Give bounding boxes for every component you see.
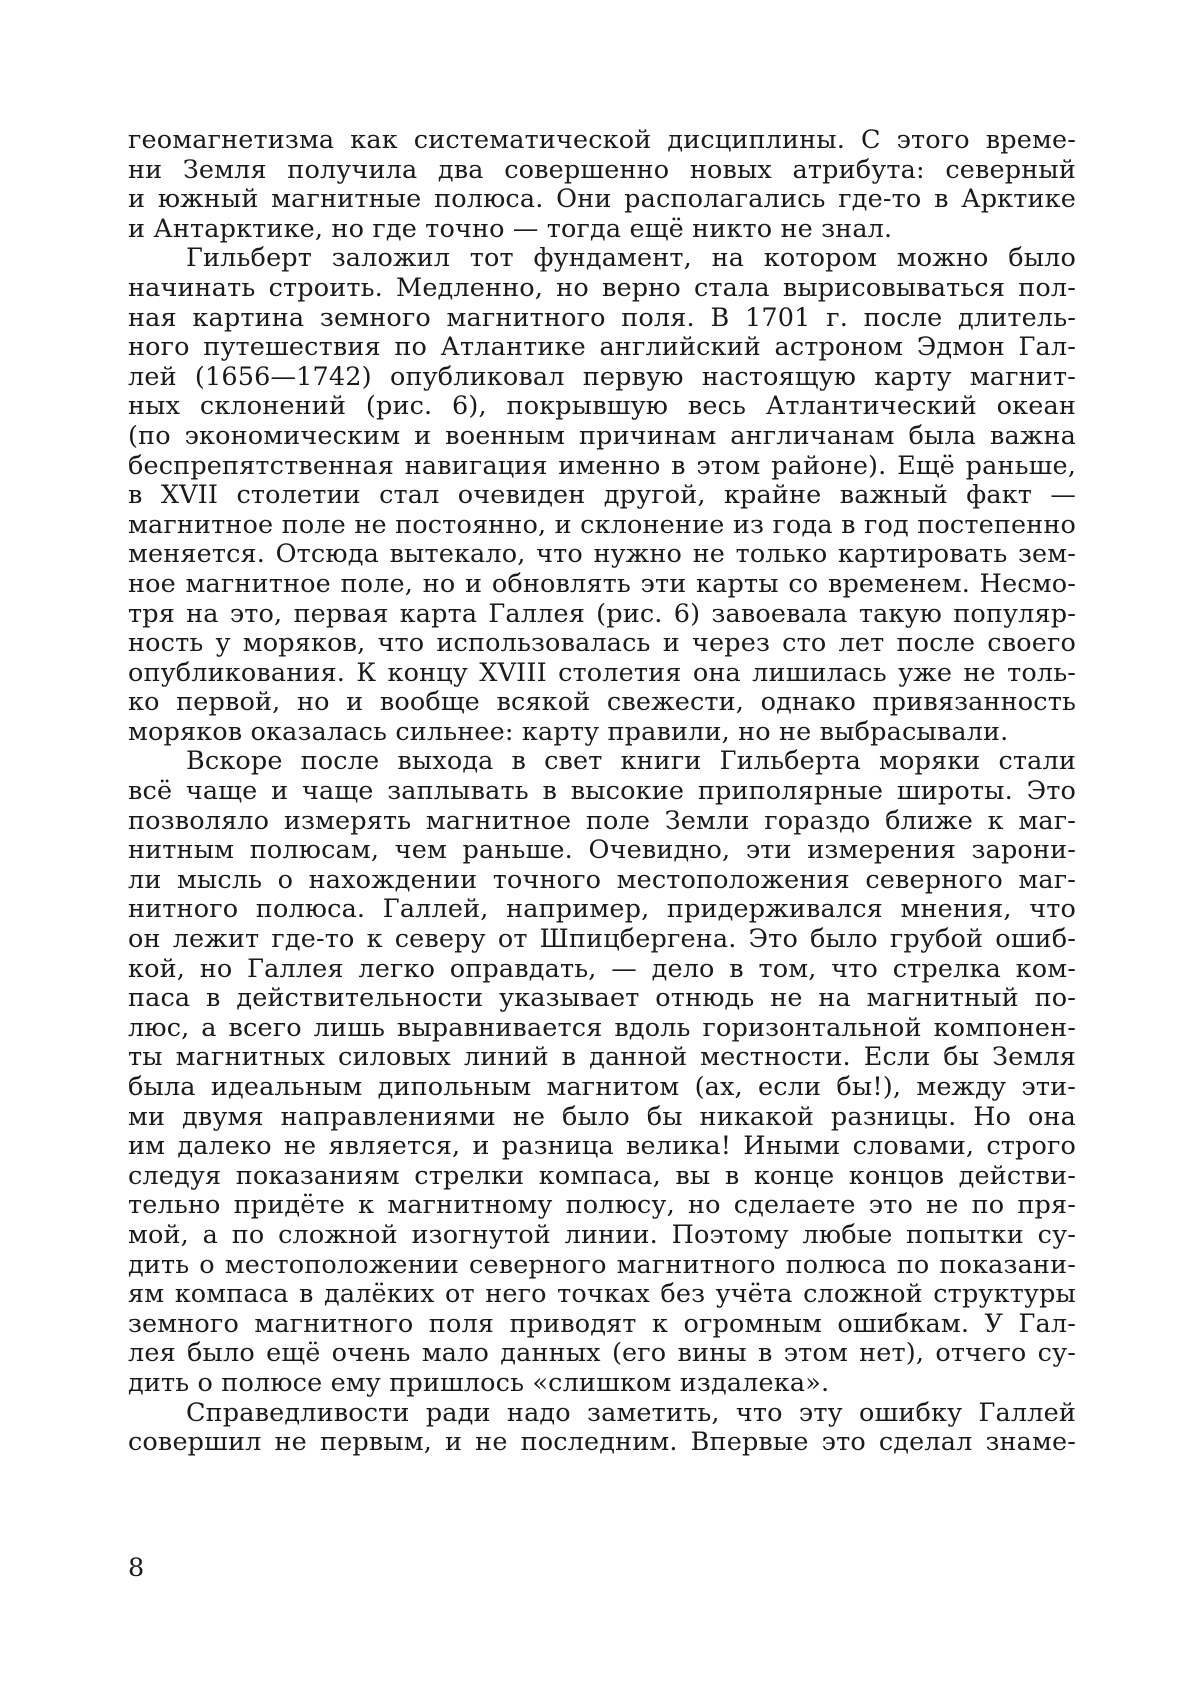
text-line: люс, а всего лишь выравнивается вдоль горизонтальной компонен-	[128, 1012, 1076, 1043]
text-line: нитного полюса. Галлей, например, придерживался мнения, что	[128, 894, 1076, 925]
text-line: моряков оказалась сильнее: карту правили, но не выбрасывали.	[128, 716, 1009, 747]
text-line: мой, а по сложной изогнутой линии. Поэтому любые попытки су-	[128, 1219, 1076, 1250]
text-line: лея было ещё очень мало данных (его вины в этом нет), отчего су-	[128, 1338, 1076, 1369]
text-line: ная картина земного магнитного поля. В 1701 г. после длитель-	[128, 302, 1076, 333]
text-line: и южный магнитные полюса. Они располагались где-то в Арктике	[128, 184, 1076, 215]
text-line: кой, но Галлея легко оправдать, — дело в том, что стрелка ком-	[128, 953, 1076, 984]
text-line: ное магнитное поле, но и обновлять эти карты со временем. Несмо-	[128, 568, 1076, 599]
paragraph-first-line: Справедливости ради надо заметить, что эту ошибку Галлей	[186, 1397, 1076, 1428]
text-line: в XVII столетии стал очевиден другой, крайне важный факт —	[128, 480, 1076, 511]
text-line: следуя показаниям стрелки компаса, вы в конце концов действи-	[128, 1160, 1076, 1191]
text-line: начинать строить. Медленно, но верно стала вырисовываться пол-	[128, 272, 1076, 303]
text-line: и Антарктике, но где точно — тогда ещё никто не знал.	[128, 213, 893, 244]
paragraph-first-line: Вскоре после выхода в свет книги Гильберта моряки стали	[186, 746, 1076, 777]
text-line: тельно придёте к магнитному полюсу, но сделаете это не по пря-	[128, 1190, 1076, 1221]
text-line: магнитное поле не постоянно, и склонение из года в год постепенно	[128, 509, 1076, 540]
text-line: всё чаще и чаще заплывать в высокие приполярные широты. Это	[128, 776, 1076, 807]
text-line: ми двумя направлениями не было бы никакой разницы. Но она	[128, 1101, 1076, 1132]
text-line: паса в действительности указывает отнюдь не на магнитный по-	[128, 983, 1076, 1014]
text-line: дить о полюсе ему пришлось «слишком издалека».	[128, 1367, 830, 1398]
text-line: нитным полюсам, чем раньше. Очевидно, эти измерения зарони-	[128, 835, 1076, 866]
text-line: ни Земля получила два совершенно новых атрибута: северный	[128, 154, 1076, 185]
text-line: лей (1656—1742) опубликовал первую настоящую карту магнит-	[128, 361, 1076, 392]
paragraph-first-line: Гильберт заложил тот фундамент, на котором можно было	[186, 243, 1076, 274]
text-line: опубликования. К концу XVIII столетия она лишилась уже не толь-	[128, 657, 1076, 688]
body-text	[128, 126, 1076, 1458]
text-line: совершил не первым, и не последним. Впервые это сделал знаме-	[128, 1427, 1076, 1458]
text-line: тря на это, первая карта Галлея (рис. 6) завоевала такую популяр-	[128, 598, 1076, 629]
text-line: ных склонений (рис. 6), покрывшую весь Атлантический океан	[128, 391, 1076, 422]
text-line: ность у моряков, что использовалась и через сто лет после своего	[128, 628, 1076, 659]
text-line: земного магнитного поля приводят к огромным ошибкам. У Гал-	[128, 1308, 1076, 1339]
text-line: он лежит где-то к северу от Шпицбергена. Это было грубой ошиб-	[128, 924, 1076, 955]
text-line: геомагнетизма как систематической дисциплины. С этого време-	[128, 125, 1076, 155]
text-line: ям компаса в далёких от него точках без учёта сложной структуры	[128, 1279, 1076, 1310]
text-line: ты магнитных силовых линий в данной местности. Если бы Земля	[128, 1042, 1076, 1073]
text-line: была идеальным дипольным магнитом (ах, если бы!), между эти-	[128, 1072, 1076, 1102]
text-line: дить о местоположении северного магнитного полюса по показани-	[128, 1249, 1076, 1280]
text-line: ли мысль о нахождении точного местоположения северного маг-	[128, 864, 1076, 895]
text-line: позволяло измерять магнитное поле Земли гораздо ближе к маг-	[128, 805, 1076, 836]
text-line: им далеко не является, и разница велика! Иными словами, строго	[128, 1131, 1076, 1162]
text-line: ного путешествия по Атлантике английский астроном Эдмон Гал-	[128, 332, 1076, 363]
text-line: беспрепятственная навигация именно в этом районе). Ещё раньше,	[128, 450, 1076, 481]
page-number: 8	[128, 1553, 145, 1583]
text-line: ко первой, но и вообще всякой свежести, однако привязанность	[128, 687, 1076, 718]
text-line: меняется. Отсюда вытекало, что нужно не только картировать зем-	[128, 539, 1076, 570]
text-line: (по экономическим и военным причинам англичанам была важна	[128, 420, 1076, 451]
